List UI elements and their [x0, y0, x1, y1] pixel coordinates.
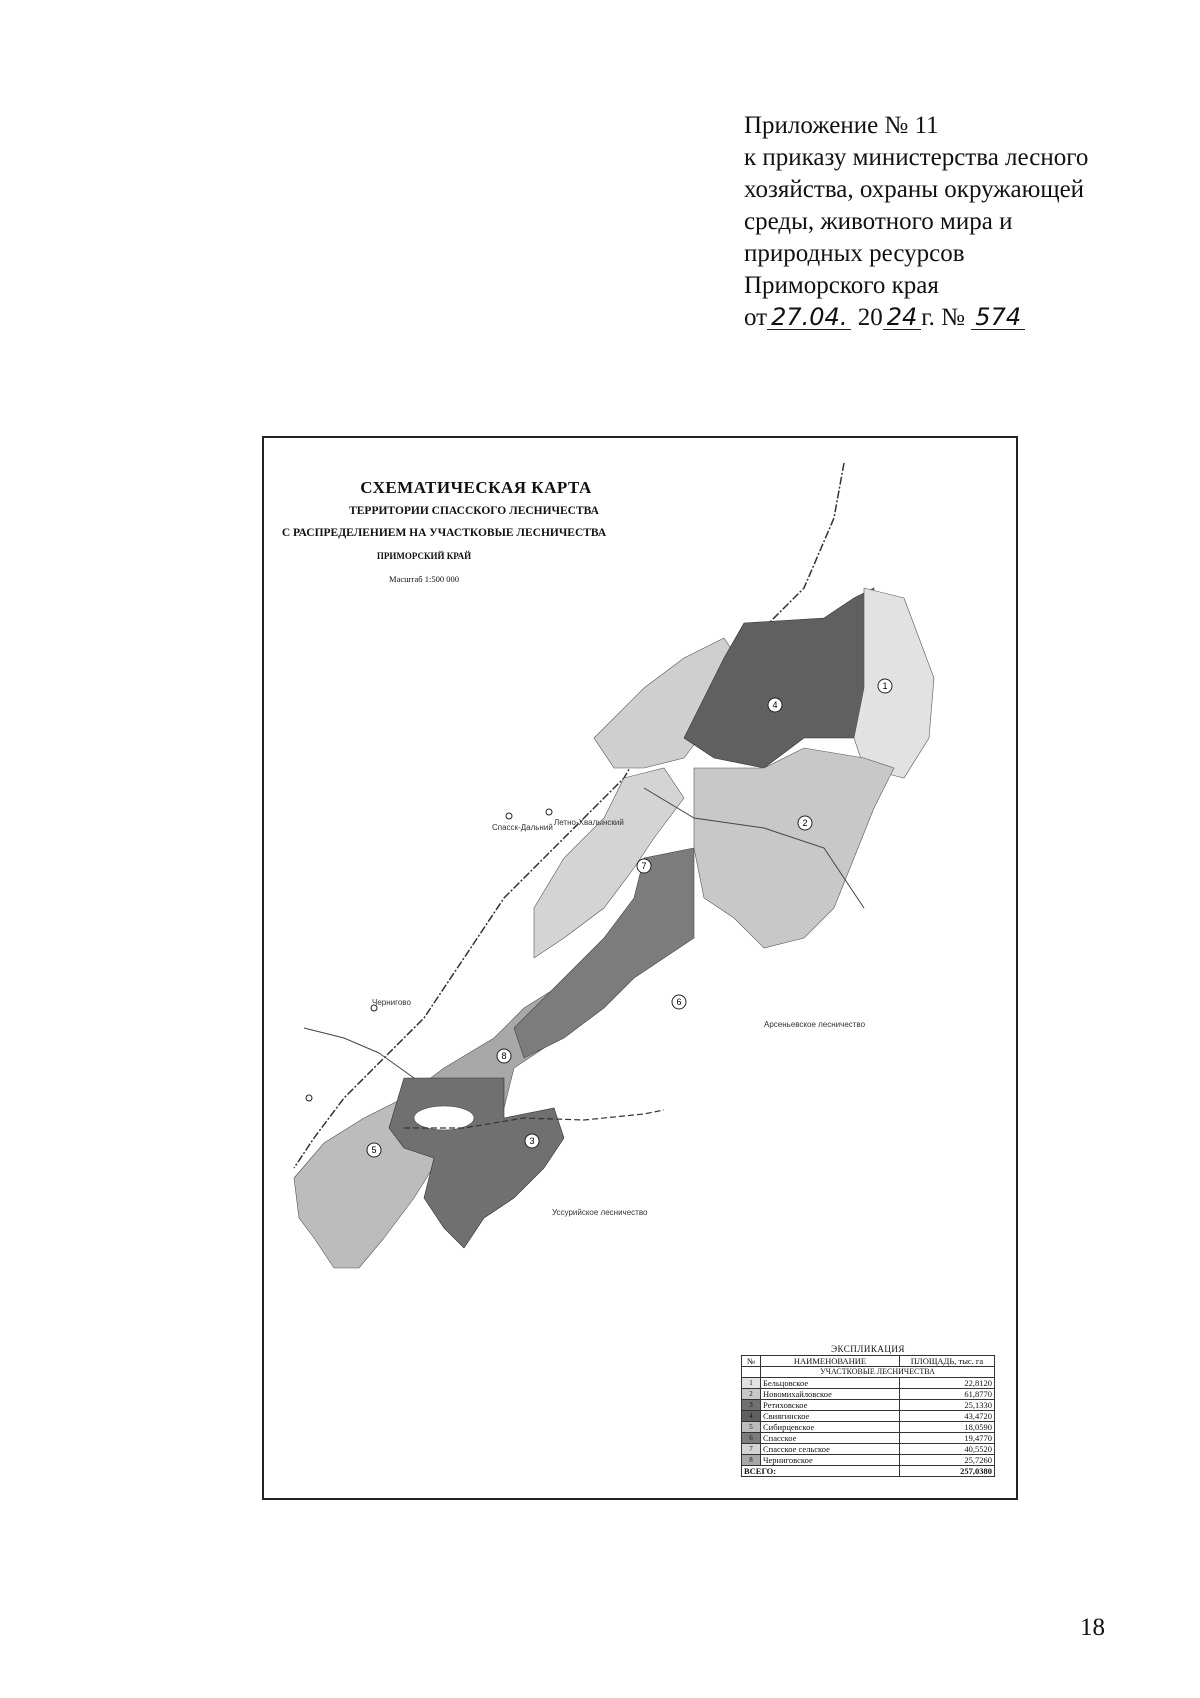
- header-line: к приказу министерства лесного: [744, 144, 1089, 171]
- legend-total-label: ВСЕГО:: [742, 1466, 900, 1477]
- zone-number-1: [878, 679, 892, 693]
- legend-area: 18,0590: [900, 1422, 995, 1433]
- legend-row: [742, 1389, 995, 1400]
- map-subtitle: ТЕРРИТОРИИ СПАССКОГО ЛЕСНИЧЕСТВА: [349, 505, 599, 517]
- zone-number-7: [637, 859, 651, 873]
- legend-name: Сибирцевское: [761, 1422, 900, 1433]
- order-number-handwritten: 574: [971, 305, 1025, 330]
- page-number: 18: [1080, 1614, 1105, 1641]
- svg-text:1: 1: [882, 681, 888, 691]
- order-prefix: от: [744, 304, 768, 331]
- header-line: хозяйства, охраны окружающей: [744, 176, 1085, 203]
- legend-name: Черниговское: [761, 1455, 900, 1466]
- svg-text:8: 8: [501, 1051, 507, 1061]
- order-year-prefix: 20: [857, 304, 883, 331]
- legend-row: [742, 1411, 995, 1422]
- legend-explication: [741, 1344, 995, 1477]
- legend-row: [742, 1444, 995, 1455]
- legend-swatch: 3: [742, 1400, 761, 1411]
- header-line: природных ресурсов: [744, 240, 965, 267]
- zone-number-5: [367, 1143, 381, 1157]
- place-label: Спасск-Дальний: [492, 823, 553, 832]
- legend-name: Ретиховское: [761, 1400, 900, 1411]
- legend-swatch: 7: [742, 1444, 761, 1455]
- zone-1-area: [854, 588, 934, 778]
- legend-total-area: 257,0380: [900, 1466, 995, 1477]
- svg-text:5: 5: [371, 1145, 377, 1155]
- svg-text:6: 6: [676, 997, 682, 1007]
- legend-col-no: №: [742, 1356, 761, 1367]
- legend-area: 22,8120: [900, 1378, 995, 1389]
- zone-number-2: [798, 816, 812, 830]
- zone-number-3: [525, 1134, 539, 1148]
- legend-section: УЧАСТКОВЫЕ ЛЕСНИЧЕСТВА: [761, 1367, 995, 1378]
- svg-text:3: 3: [529, 1136, 535, 1146]
- header-line: среды, животного мира и: [744, 208, 1013, 235]
- legend-row: [742, 1433, 995, 1444]
- legend-swatch: 4: [742, 1411, 761, 1422]
- svg-text:2: 2: [802, 818, 808, 828]
- city-marker: [546, 809, 552, 815]
- legend-col-area: ПЛОЩАДЬ, тыс. га: [900, 1356, 995, 1367]
- legend-name: Свиягинское: [761, 1411, 900, 1422]
- legend-swatch: 2: [742, 1389, 761, 1400]
- svg-text:4: 4: [772, 700, 778, 710]
- place-label: Летно-Хвалынский: [554, 818, 624, 827]
- map-drawing: [264, 438, 1016, 1498]
- order-date-handwritten: 27.04.: [767, 305, 851, 330]
- legend-row: [742, 1455, 995, 1466]
- legend-swatch: 1: [742, 1378, 761, 1389]
- order-line: [744, 302, 1164, 334]
- legend-col-name: НАИМЕНОВАНИЕ: [761, 1356, 900, 1367]
- legend-swatch: 5: [742, 1422, 761, 1433]
- legend-area: 40,5520: [900, 1444, 995, 1455]
- neighbor-label: Уссурийское лесничество: [552, 1208, 648, 1217]
- order-number-label: г. №: [921, 304, 966, 331]
- legend-table: [741, 1355, 995, 1477]
- legend-title: ЭКСПЛИКАЦИЯ: [831, 1344, 905, 1354]
- header-line: Приморского края: [744, 272, 939, 299]
- city-marker: [306, 1095, 312, 1101]
- map-title: СХЕМАТИЧЕСКАЯ КАРТА: [360, 478, 592, 497]
- order-year-handwritten: 24: [883, 305, 922, 330]
- legend-area: 61,8770: [900, 1389, 995, 1400]
- zone-number-4: [768, 698, 782, 712]
- zone-number-8: [497, 1049, 511, 1063]
- legend-area: 25,1330: [900, 1400, 995, 1411]
- legend-area: 25,7260: [900, 1455, 995, 1466]
- legend-row: [742, 1400, 995, 1411]
- legend-name: Спасское: [761, 1433, 900, 1444]
- map-scale: Масштаб 1:500 000: [389, 574, 459, 584]
- legend-row: [742, 1378, 995, 1389]
- lake-khanka-inlet: [414, 1106, 474, 1130]
- schematic-map: [262, 436, 1018, 1500]
- header-line: Приложение № 11: [744, 112, 939, 139]
- map-region: ПРИМОРСКИЙ КРАЙ: [376, 551, 472, 561]
- legend-name: Новомихайловское: [761, 1389, 900, 1400]
- appendix-header: [744, 110, 1164, 334]
- legend-area: 43,4720: [900, 1411, 995, 1422]
- zone-2-area: [694, 748, 894, 948]
- legend-row: [742, 1422, 995, 1433]
- zone-number-6: [672, 995, 686, 1009]
- legend-name: Бельцовское: [761, 1378, 900, 1389]
- svg-text:7: 7: [641, 861, 647, 871]
- neighbor-label: Арсеньевское лесничество: [764, 1020, 866, 1029]
- map-subtitle: С РАСПРЕДЕЛЕНИЕМ НА УЧАСТКОВЫЕ ЛЕСНИЧЕСТВА: [281, 527, 607, 539]
- place-label: Чернигово: [372, 998, 411, 1007]
- legend-area: 19,4770: [900, 1433, 995, 1444]
- legend-name: Спасское сельское: [761, 1444, 900, 1455]
- legend-swatch: 8: [742, 1455, 761, 1466]
- legend-swatch: 6: [742, 1433, 761, 1444]
- city-marker: [506, 813, 512, 819]
